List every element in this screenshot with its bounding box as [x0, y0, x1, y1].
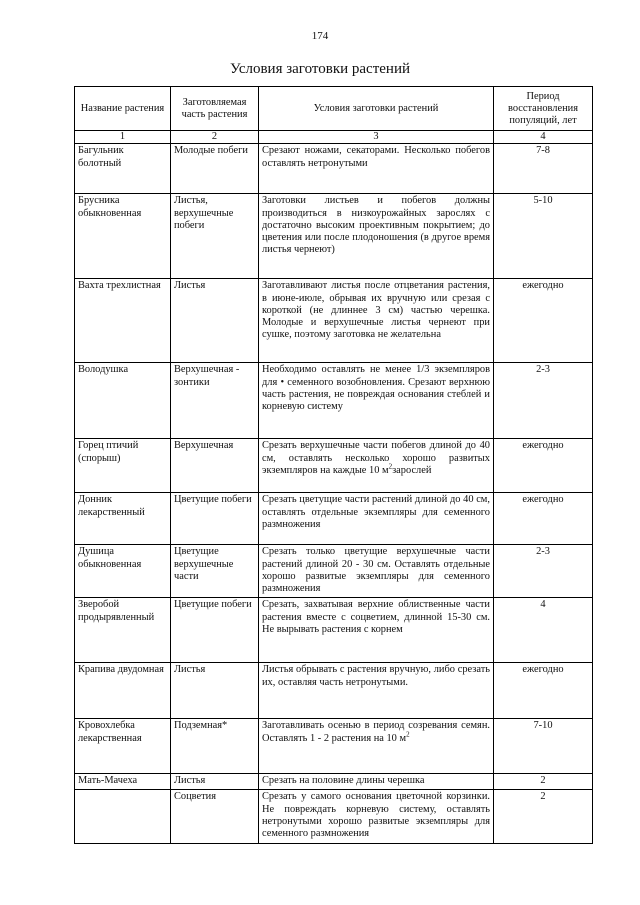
- conditions-tail: зарослей: [392, 464, 432, 476]
- recovery-period-cell: 2: [494, 774, 593, 790]
- harvested-part-cell: Листья: [171, 663, 259, 719]
- conditions-cell: [259, 719, 494, 774]
- table-body: [75, 144, 593, 844]
- table-row: [75, 194, 593, 279]
- conditions-cell: Листья обрывать с растения вручную, либо срезать их, оставляя часть нетронутыми.: [259, 663, 494, 719]
- conditions-cell: Заготовки листьев и побегов должны производиться в низкоурожайных зарослях с достаточно высоким проективным покрытием; до цветения или после плодоношения (в другое время листья чернеют): [259, 194, 494, 279]
- column-number-row: [75, 131, 593, 144]
- plant-name-cell: Зверобой продырявленный: [75, 598, 171, 663]
- recovery-period-cell: 2-3: [494, 545, 593, 598]
- superscript: 2: [406, 730, 410, 739]
- harvested-part-cell: Соцветия: [171, 790, 259, 844]
- recovery-period-cell: 2: [494, 790, 593, 844]
- table-row: [75, 790, 593, 844]
- harvested-part-cell: Подземная*: [171, 719, 259, 774]
- recovery-period-cell: ежегодно: [494, 279, 593, 363]
- plant-name-cell: Багульник болотный: [75, 144, 171, 194]
- table-row: [75, 439, 593, 493]
- plant-name-cell: Горец птичий (спорыш): [75, 439, 171, 493]
- recovery-period-cell: 5-10: [494, 194, 593, 279]
- plant-name-cell: [75, 790, 171, 844]
- conditions-text: Заготавливать осенью в период созревания семян. Оставлять 1 - 2 растения на 10 м: [262, 720, 490, 744]
- conditions-cell: Срезать у самого основания цветочной корзинки. Не повреждать корневую систему, оставлять нетронутыми хорошо развитые экземпляры для семенного размножения: [259, 790, 494, 844]
- page-title: Условия заготовки растений: [230, 61, 410, 77]
- conditions-cell: Срезают ножами, секаторами. Несколько побегов оставлять нетронутыми: [259, 144, 494, 194]
- conditions-cell: Срезать только цветущие верхушечные части растений длиной 20 - 30 см. Оставлять отдельные хорошо развитые экземпляры для семенного размножения: [259, 545, 494, 598]
- conditions-cell: Срезать, захватывая верхние облиственные части растения вместе с соцветием, длинной 15-30 см. Не вырывать растения с корнем: [259, 598, 494, 663]
- column-number: 3: [259, 131, 494, 144]
- plant-name-cell: Брусника обыкновенная: [75, 194, 171, 279]
- harvested-part-cell: Цветущие верхушечные части: [171, 545, 259, 598]
- table-row: [75, 663, 593, 719]
- recovery-period-cell: 2-3: [494, 363, 593, 439]
- table-row: [75, 545, 593, 598]
- harvested-part-cell: Цветущие побеги: [171, 598, 259, 663]
- plant-name-cell: Кровохлебка лекарственная: [75, 719, 171, 774]
- table-row: [75, 363, 593, 439]
- plant-name-cell: Крапива двудомная: [75, 663, 171, 719]
- plant-name-cell: Донник лекарственный: [75, 493, 171, 545]
- conditions-text: Срезать верхушечные части побегов длиной до 40 см, оставлять несколько хорошо развитых экземпляров на каждые 10 м: [262, 440, 490, 476]
- plant-name-cell: Мать-Мачеха: [75, 774, 171, 790]
- table-row: [75, 774, 593, 790]
- header-recovery-period: Период восстановления популяций, лет: [494, 87, 593, 131]
- table-row: [75, 279, 593, 363]
- conditions-cell: [259, 439, 494, 493]
- recovery-period-cell: 7-8: [494, 144, 593, 194]
- harvested-part-cell: Верхушечная - зонтики: [171, 363, 259, 439]
- harvested-part-cell: Молодые побеги: [171, 144, 259, 194]
- recovery-period-cell: ежегодно: [494, 663, 593, 719]
- header-harvested-part: Заготовляемая часть растения: [171, 87, 259, 131]
- harvested-part-cell: Листья, верхушечные побеги: [171, 194, 259, 279]
- column-number: 4: [494, 131, 593, 144]
- header-conditions: Условия заготовки растений: [259, 87, 494, 131]
- recovery-period-cell: 4: [494, 598, 593, 663]
- page-number: 174: [311, 30, 329, 42]
- conditions-cell: Срезать на половине длины черешка: [259, 774, 494, 790]
- conditions-cell: Срезать цветущие части растений длиной до 40 см, оставлять отдельные экземпляры для семенного размножения: [259, 493, 494, 545]
- recovery-period-cell: ежегодно: [494, 439, 593, 493]
- harvested-part-cell: Листья: [171, 774, 259, 790]
- column-number: 2: [171, 131, 259, 144]
- plant-name-cell: Володушка: [75, 363, 171, 439]
- table-row: [75, 144, 593, 194]
- column-number: 1: [75, 131, 171, 144]
- superscript: 2: [388, 462, 393, 471]
- plant-name-cell: Вахта трехлистная: [75, 279, 171, 363]
- harvested-part-cell: Листья: [171, 279, 259, 363]
- header-row: [75, 87, 593, 131]
- conditions-cell: Заготавливают листья после отцветания растения, в июне-июле, обрывая их вручную или срезая с короткой (не длиннее 3 см) частью черешка. Молодые и верхушечные листья чернеют при сушке, поэтому заготовка не желательна: [259, 279, 494, 363]
- harvested-part-cell: Цветущие побеги: [171, 493, 259, 545]
- table-row: [75, 493, 593, 545]
- plants-table: [74, 86, 593, 844]
- table-row: [75, 598, 593, 663]
- recovery-period-cell: ежегодно: [494, 493, 593, 545]
- plant-name-cell: Душица обыкновенная: [75, 545, 171, 598]
- conditions-cell: Необходимо оставлять не менее 1/3 экземпляров для • семенного возобновления. Срезают верхнюю часть растения, не повреждая основания стеблей и корневую систему: [259, 363, 494, 439]
- harvested-part-cell: Верхушечная: [171, 439, 259, 493]
- recovery-period-cell: 7-10: [494, 719, 593, 774]
- table-row: [75, 719, 593, 774]
- header-plant-name: Название растения: [75, 87, 171, 131]
